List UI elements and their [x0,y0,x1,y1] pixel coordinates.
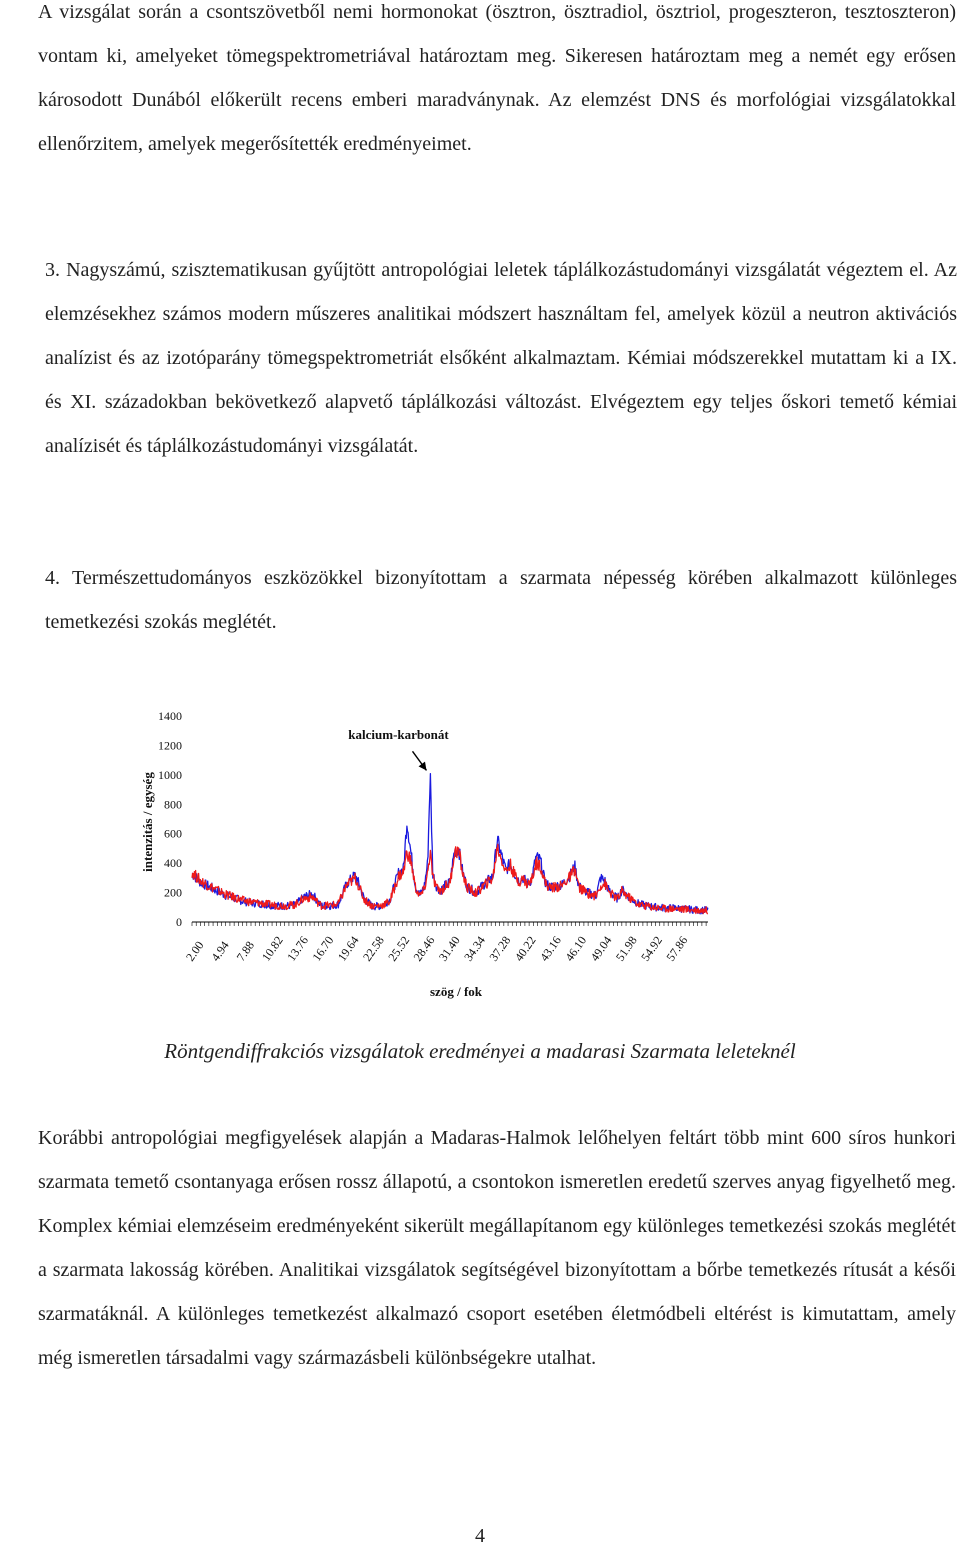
list-item-3-text: Nagyszámú, szisztematikusan gyűjtött antropológiai leletek táplálkozástudományi vizsgálatát végeztem el. Az elemzésekhez számos modern műszeres analitikai módszert használtam fel, amelyek közül a neutron aktivációs analízist és az izotóparány tömegspektrometriát elsőként alkalmaztam. Kémiai módszerekkel mutattam ki a IX. és XI. századokban bekövetkező alapvető táplálkozási változást. Elvégeztem egy teljes őskori temető kémiai analízisét és táplálkozástudományi vizsgálatát. [45,259,957,457]
annotation-label: kalcium-karbonát [348,727,449,742]
x-tick-label: 31.40 [435,933,463,964]
x-tick-label: 25.52 [385,933,413,964]
y-tick-label: 0 [176,915,182,929]
y-axis-label: intenzitás / egység [140,772,155,872]
series-line [192,844,708,913]
y-tick-label: 800 [164,797,182,812]
x-tick-label: 10.82 [258,933,286,964]
y-tick-label: 1000 [158,767,182,782]
closing-paragraph: Korábbi antropológiai megfigyelések alapján a Madaras-Halmok lelőhelyen feltárt több mint 600 síros hunkori szarmata temető csontanyaga erősen rossz állapotú, a csontokon ismeretlen eredetű szerves anyag figyelhető meg. Komplex kémiai elemzéseim eredményeként sikerült megállapítanom egy különleges temetkezési szokás meglétét a szarmata lakosság körében. Analitikai vizsgálatok segítségével bizonyítottam a bőrbe temetkezés rítusát a késői szarmatáknál. A különleges temetkezést alkalmazó csoport esetében életmódbeli eltérést is kimutattam, amely még ismeretlen társadalmi vagy származásbeli különbségekre utalhat. [38,1127,956,1369]
annotation-arrow-head [419,762,427,771]
list-item-3-number: 3. [45,259,60,281]
x-tick-label: 16.70 [309,933,337,964]
list-item-4-text: Természettudományos eszközökkel bizonyítottam a szarmata népesség körében alkalmazott különleges temetkezési szokás meglétét. [45,567,958,633]
intro-paragraph: A vizsgálat során a csontszövetből nemi hormonokat (ösztron, ösztradiol, ösztriol, progeszteron, tesztoszteron) vontam ki, amelyeket tömegspektrometriával határoztam meg. Sikeresen határoztam meg a nemét egy erősen károsodott Dunából előkerült recens emberi maradványnak. Az elemzést DNS és morfológiai vizsgálatokkal ellenőrzitem, amelyek megerősítették eredményeimet. [38,1,956,155]
x-tick-label: 51.98 [612,933,640,964]
x-tick-label: 43.16 [536,933,564,964]
list-item-3 [45,248,957,468]
page-number: 4 [475,1525,485,1547]
x-tick-label: 46.10 [562,933,590,964]
x-tick-label: 57.86 [663,933,691,964]
x-tick-label: 34.34 [461,933,489,964]
y-tick-label: 200 [164,885,182,900]
x-axis-label: szög / fok [430,984,482,999]
figure-caption: Röntgendiffrakciós vizsgálatok eredményei a madarasi Szarmata leleteknél [164,1039,796,1063]
x-tick-label: 7.88 [233,938,258,964]
x-tick-label: 37.28 [486,933,514,964]
x-tick-label: 13.76 [284,933,312,964]
x-tick-label: 40.22 [511,933,539,964]
y-tick-label: 1200 [158,738,182,753]
x-tick-label: 54.92 [638,933,666,964]
y-tick-label: 600 [164,826,182,841]
x-tick-label: 2.00 [182,938,207,964]
y-tick-label: 1400 [158,709,182,723]
x-axis-ticks [183,922,706,964]
x-tick-label: 28.46 [410,933,438,964]
y-tick-label: 400 [164,856,182,871]
series-line [192,774,708,914]
list-item-4-number: 4. [45,567,60,589]
x-tick-label: 4.94 [208,938,232,964]
x-tick-label: 49.04 [587,933,615,964]
x-tick-label: 22.58 [359,933,387,964]
series-layer [192,774,708,914]
x-tick-label: 19.64 [334,933,362,964]
list-item-4 [45,556,957,644]
y-axis-ticks [158,709,182,929]
xrd-chart [130,700,730,1010]
